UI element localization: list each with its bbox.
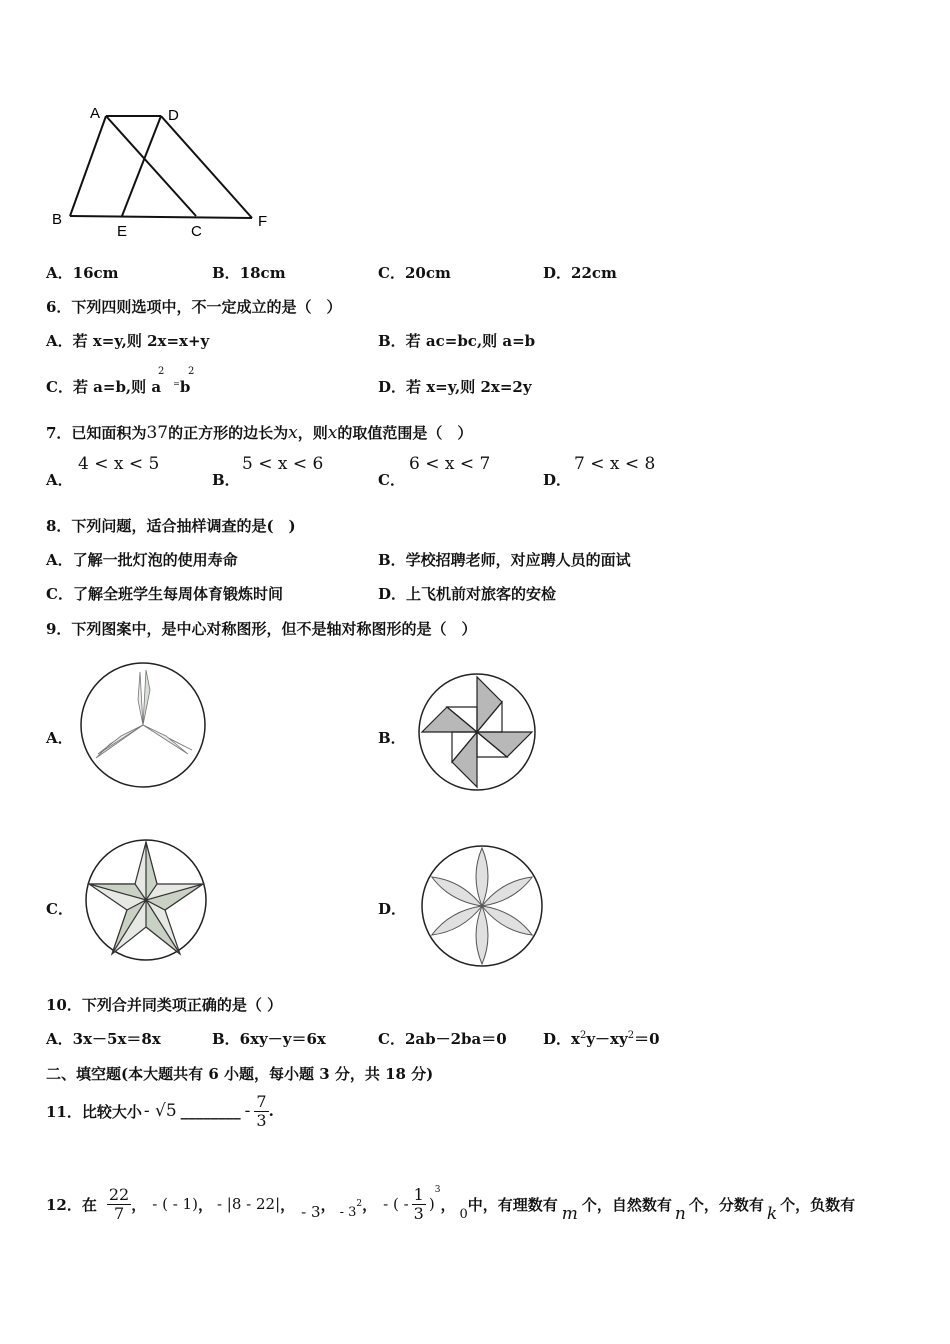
figure-d-flower xyxy=(420,844,544,968)
q6-stem: 6．下列四则选项中，不一定成立的是（ ） xyxy=(46,298,342,316)
q7-option-a-expr: 4 < x < 5 xyxy=(78,454,160,474)
q8-option-a: A．了解一批灯泡的使用寿命 xyxy=(46,551,238,569)
q8-option-c: C．了解全班学生每周体育锻炼时间 xyxy=(46,585,283,603)
q7-stem: 7．已知面积为37的正方形的边长为x，则x的取值范围是（ ） xyxy=(46,423,473,443)
q7-option-d-letter: D． xyxy=(543,471,572,489)
q9-label-a: A． xyxy=(46,729,73,747)
label-d: D xyxy=(168,107,179,124)
q12-line: 12．在 $\frac{22}{7}$ ， - ( - 1) ， - |8 - 22| ， - 3 ， - 3 2 ， - ( - $\frac{1}{3}$ ) 3 ， 0 中，有理数有 m 个，自然数有 n 个，分数有 k 个，负数有 xyxy=(46,1184,856,1224)
q10-option-a: A．3x－5x＝8x xyxy=(46,1030,161,1048)
q7-option-b-letter: B． xyxy=(212,471,240,489)
q5-option-d: D．22cm xyxy=(543,264,617,282)
q10-option-b: B．6xy－y＝6x xyxy=(212,1030,326,1048)
q6-option-d: D．若 x=y,则 2x=2y xyxy=(378,378,532,396)
figure-b-pinwheel xyxy=(414,672,540,792)
q11-line: 11．比较大小 - √5 ________ - $\frac{7}{3}$ . xyxy=(46,1091,274,1130)
section2-heading: 二、填空题(本大题共有 6 小题，每小题 3 分，共 18 分) xyxy=(46,1065,434,1083)
q9-stem: 9．下列图案中，是中心对称图形，但不是轴对称图形的是（ ） xyxy=(46,620,477,638)
q8-stem: 8．下列问题，适合抽样调查的是( ) xyxy=(46,517,296,535)
label-f: F xyxy=(258,213,268,230)
trapezoid-figure xyxy=(40,98,280,243)
figure-c-star xyxy=(82,838,210,962)
q9-label-c: C． xyxy=(46,900,73,918)
label-b: B xyxy=(52,211,63,228)
q11-answer-blank: ________ xyxy=(180,1102,241,1120)
q9-label-b: B． xyxy=(378,729,406,747)
q6-option-a: A．若 x=y,则 2x=x+y xyxy=(46,332,210,350)
q8-option-d: D．上飞机前对旅客的安检 xyxy=(378,585,557,603)
q10-option-d: D．$x^2y-xy^2=0$ xyxy=(543,1030,660,1048)
q6-option-b: B．若 ac=bc,则 a=b xyxy=(378,332,536,350)
q10-option-c: C．2ab－2ba＝0 xyxy=(378,1030,507,1048)
q8-option-b: B．学校招聘老师，对应聘人员的面试 xyxy=(378,551,631,569)
q5-option-c: C．20cm xyxy=(378,264,451,282)
label-e: E xyxy=(117,223,128,240)
q7-option-d-expr: 7 < x < 8 xyxy=(574,454,656,474)
q7-option-a-letter: A． xyxy=(46,471,73,489)
q6-option-c: C．若 a=b,则 a 2 =b 2 xyxy=(46,366,195,396)
q7-option-c-letter: C． xyxy=(378,471,405,489)
figure-a-three-blades xyxy=(76,660,210,790)
label-c: C xyxy=(191,223,202,240)
q5-option-a: A．16cm xyxy=(46,264,119,282)
q10-stem: 10．下列合并同类项正确的是（ ） xyxy=(46,996,283,1014)
q5-option-b: B．18cm xyxy=(212,264,286,282)
q7-option-b-expr: 5 < x < 6 xyxy=(242,454,324,474)
q9-label-d: D． xyxy=(378,900,407,918)
q7-option-c-expr: 6 < x < 7 xyxy=(409,454,491,474)
label-a: A xyxy=(90,105,101,122)
